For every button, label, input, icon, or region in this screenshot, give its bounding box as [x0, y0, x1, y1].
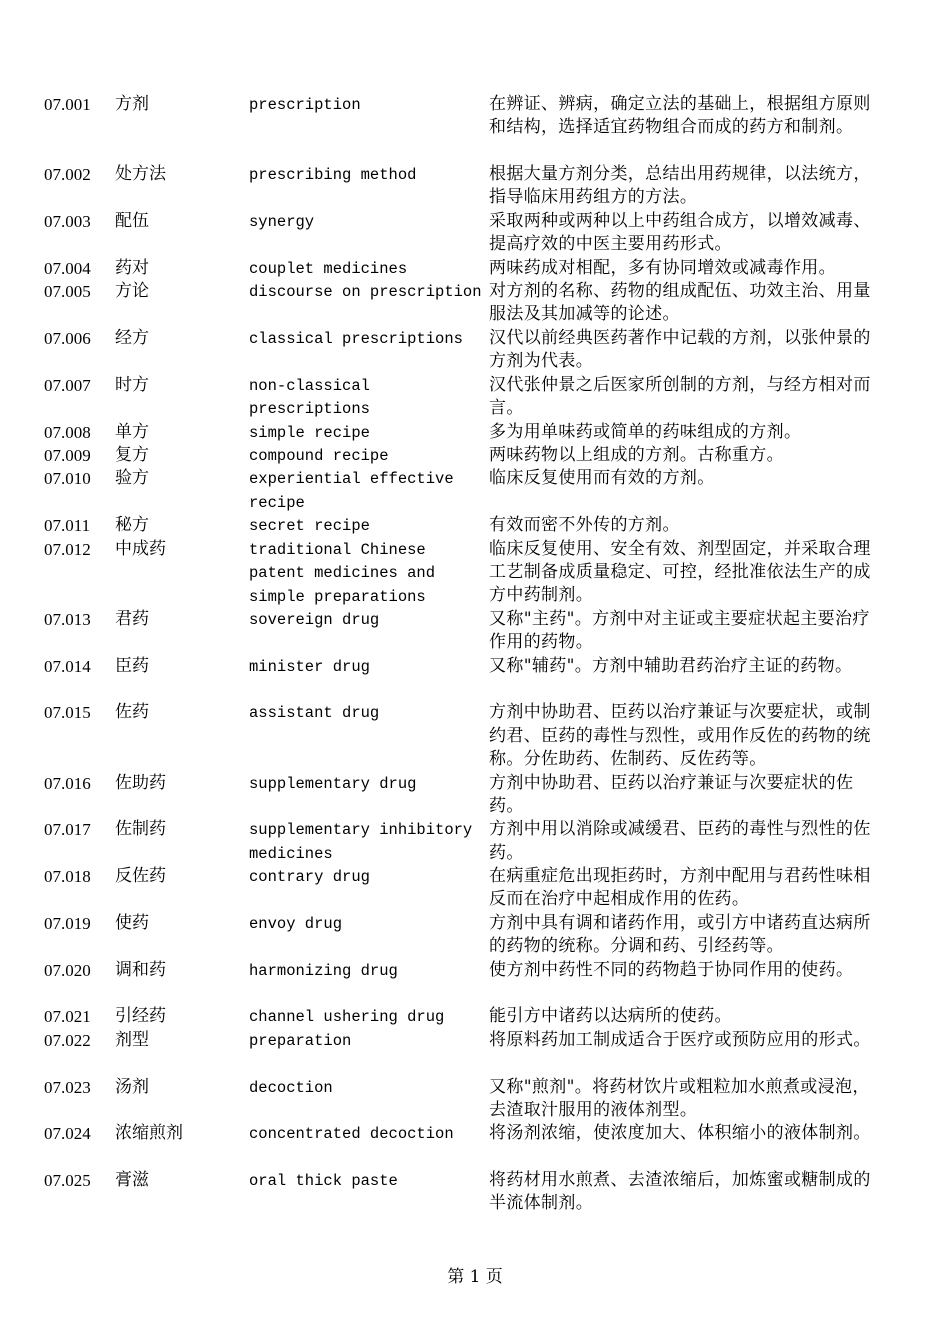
- term-row: [44, 257, 884, 280]
- term-english: classical prescriptions: [249, 329, 463, 348]
- term-row: [44, 210, 884, 257]
- term-english: minister drug: [249, 657, 370, 676]
- term-code: 07.005: [44, 282, 91, 302]
- term-chinese: 膏滋: [115, 1170, 149, 1191]
- term-code: 07.002: [44, 165, 91, 185]
- term-definition: 又称"主药"。方剂中对主证或主要症状起主要治疗作用的药物。: [489, 608, 870, 652]
- term-chinese: 调和药: [115, 959, 166, 980]
- term-code: 07.023: [44, 1077, 91, 1097]
- term-code: 07.001: [44, 95, 91, 114]
- term-code: 07.010: [44, 469, 91, 489]
- term-english: prescription: [249, 96, 361, 114]
- term-code: 07.025: [44, 1171, 91, 1191]
- term-row: [44, 865, 884, 912]
- term-definition: 临床反复使用而有效的方剂。: [489, 468, 715, 489]
- term-definition: 汉代以前经典医药著作中记载的方剂，以张仲景的方剂为代表。: [489, 327, 871, 372]
- term-definition: 多为用单味药或简单的药味组成的方剂。: [489, 421, 802, 442]
- term-row: [44, 374, 884, 421]
- term-definition: 将原料药加工制成适合于医疗或预防应用的形式。: [489, 1029, 871, 1050]
- term-chinese: 佐药: [115, 702, 149, 723]
- term-chinese: 时方: [115, 374, 149, 395]
- term-row: [44, 1076, 884, 1123]
- term-chinese: 药对: [115, 257, 149, 278]
- term-english: harmonizing drug: [249, 961, 398, 980]
- term-english: prescribing method: [249, 166, 417, 185]
- term-definition: 汉代张仲景之后医家所创制的方剂，与经方相对而言。: [489, 374, 871, 418]
- term-english: non-classical prescriptions: [249, 376, 370, 419]
- term-definition: 方剂中用以消除或减缓君、臣药的毒性与烈性的佐药。: [489, 819, 871, 863]
- term-table: [44, 93, 884, 1216]
- term-code: 07.018: [44, 867, 91, 887]
- term-row: [44, 701, 884, 771]
- term-definition: 两味药成对相配，多有协同增效或减毒作用。: [489, 257, 836, 278]
- term-row: [44, 538, 884, 608]
- term-chinese: 单方: [115, 421, 149, 442]
- term-english: preparation: [249, 1031, 352, 1050]
- term-code: 07.007: [44, 375, 91, 395]
- term-definition: 在辨证、辨病，确定立法的基础上，根据组方原则和结构，选择适宜药物组合而成的药方和制剂。: [489, 94, 871, 138]
- term-code: 07.013: [44, 609, 91, 629]
- term-code: 07.019: [44, 913, 91, 933]
- term-row: [44, 1005, 884, 1028]
- term-row: [44, 444, 884, 467]
- term-english: supplementary drug: [249, 774, 417, 793]
- term-chinese: 汤剂: [115, 1076, 149, 1097]
- term-english: contrary drug: [249, 868, 370, 887]
- term-code: 07.021: [44, 1007, 91, 1027]
- term-row: [44, 93, 884, 163]
- term-english: sovereign drug: [249, 610, 380, 629]
- term-chinese: 佐助药: [115, 772, 166, 793]
- term-definition: 将药材用水煎煮、去渣浓缩后，加炼蜜或糖制成的半流体制剂。: [489, 1170, 871, 1214]
- term-definition: 采取两种或两种以上中药组合成方，以增效减毒、提高疗效的中医主要用药形式。: [489, 210, 871, 255]
- term-code: 07.017: [44, 820, 91, 840]
- term-definition: 使方剂中药性不同的药物趋于协同作用的使药。: [489, 959, 854, 980]
- term-chinese: 剂型: [115, 1029, 149, 1050]
- term-chinese: 引经药: [115, 1006, 166, 1027]
- term-chinese: 经方: [115, 327, 149, 348]
- term-row: [44, 912, 884, 959]
- term-definition: 又称"辅药"。方剂中辅助君药治疗主证的药物。: [489, 655, 853, 676]
- term-definition: 对方剂的名称、药物的组成配伍、功效主治、用量服法及其加减等的论述。: [489, 281, 871, 325]
- term-english: couplet medicines: [249, 259, 408, 278]
- term-row: [44, 1122, 884, 1169]
- term-english: traditional Chinese patent medicines and simple preparations: [249, 540, 436, 606]
- term-code: 07.020: [44, 960, 91, 980]
- term-chinese: 使药: [115, 912, 149, 933]
- term-definition: 临床反复使用、安全有效、剂型固定，并采取合理工艺制备成质量稳定、可控，经批准依法生产的成方中药制剂。: [489, 538, 871, 605]
- term-definition: 根据大量方剂分类，总结出用药规律，以法统方，指导临床用药组方的方法。: [489, 164, 871, 208]
- term-chinese: 处方法: [115, 164, 166, 185]
- term-code: 07.012: [44, 539, 91, 559]
- term-definition: 将汤剂浓缩，使浓度加大、体积缩小的液体制剂。: [489, 1123, 871, 1144]
- term-english: oral thick paste: [249, 1172, 398, 1191]
- term-english: compound recipe: [249, 446, 389, 465]
- term-english: concentrated decoction: [249, 1125, 454, 1144]
- term-row: [44, 280, 884, 327]
- term-code: 07.024: [44, 1124, 91, 1144]
- term-chinese: 佐制药: [115, 819, 166, 840]
- term-code: 07.003: [44, 211, 91, 231]
- term-chinese: 中成药: [115, 538, 166, 559]
- term-chinese: 配伍: [115, 210, 149, 231]
- term-english: discourse on prescription: [249, 283, 482, 302]
- term-definition: 能引方中诸药以达病所的使药。: [489, 1006, 732, 1027]
- term-code: 07.004: [44, 258, 91, 278]
- term-chinese: 浓缩煎剂: [115, 1123, 183, 1144]
- term-chinese: 臣药: [115, 655, 149, 676]
- term-code: 07.022: [44, 1030, 91, 1050]
- term-code: 07.015: [44, 703, 91, 723]
- term-chinese: 复方: [115, 444, 149, 465]
- term-chinese: 秘方: [115, 515, 149, 536]
- term-english: assistant drug: [249, 704, 380, 723]
- term-code: 07.006: [44, 328, 91, 348]
- term-definition: 方剂中协助君、臣药以治疗兼证与次要症状，或制约君、臣药的毒性与烈性，或用作反佐的药物的统称。分佐助药、佐制药、反佐药等。: [489, 702, 871, 769]
- term-row: [44, 1169, 884, 1216]
- term-english: supplementary inhibitory medicines: [249, 821, 473, 863]
- term-definition: 方剂中协助君、臣药以治疗兼证与次要症状的佐药。: [489, 772, 854, 816]
- term-row: [44, 608, 884, 655]
- term-code: 07.008: [44, 422, 91, 442]
- term-chinese: 方剂: [115, 94, 149, 114]
- term-row: [44, 772, 884, 819]
- term-code: 07.009: [44, 445, 91, 465]
- term-definition: 两味药物以上组成的方剂。古称重方。: [489, 444, 784, 465]
- term-english: secret recipe: [249, 517, 370, 536]
- term-chinese: 反佐药: [115, 866, 166, 887]
- term-row: [44, 327, 884, 374]
- term-chinese: 方论: [115, 281, 149, 302]
- term-chinese: 验方: [115, 468, 149, 489]
- term-definition: 有效而密不外传的方剂。: [489, 515, 680, 536]
- term-english: channel ushering drug: [249, 1008, 445, 1027]
- term-english: experiential effective recipe: [249, 470, 454, 512]
- term-row: [44, 514, 884, 537]
- page-footer: 第 1 页: [447, 1267, 503, 1287]
- term-english: synergy: [249, 212, 315, 231]
- term-code: 07.014: [44, 656, 91, 676]
- term-code: 07.016: [44, 773, 91, 793]
- term-definition: 方剂中具有调和诸药作用，或引方中诸药直达病所的药物的统称。分调和药、引经药等。: [489, 912, 871, 957]
- term-row: [44, 421, 884, 444]
- term-definition: 在病重症危出现拒药时，方剂中配用与君药性味相反而在治疗中起相成作用的佐药。: [489, 866, 871, 910]
- term-chinese: 君药: [115, 608, 149, 629]
- term-definition: 又称"煎剂"。将药材饮片或粗粒加水煎煮或浸泡，去渣取汁服用的液体剂型。: [489, 1076, 870, 1120]
- term-code: 07.011: [44, 516, 91, 536]
- term-row: [44, 959, 884, 1006]
- term-row: [44, 1029, 884, 1076]
- term-english: simple recipe: [249, 423, 370, 442]
- term-row: [44, 467, 884, 514]
- term-english: envoy drug: [249, 914, 343, 933]
- term-row: [44, 655, 884, 702]
- term-row: [44, 163, 884, 210]
- term-english: decoction: [249, 1078, 333, 1097]
- term-row: [44, 818, 884, 865]
